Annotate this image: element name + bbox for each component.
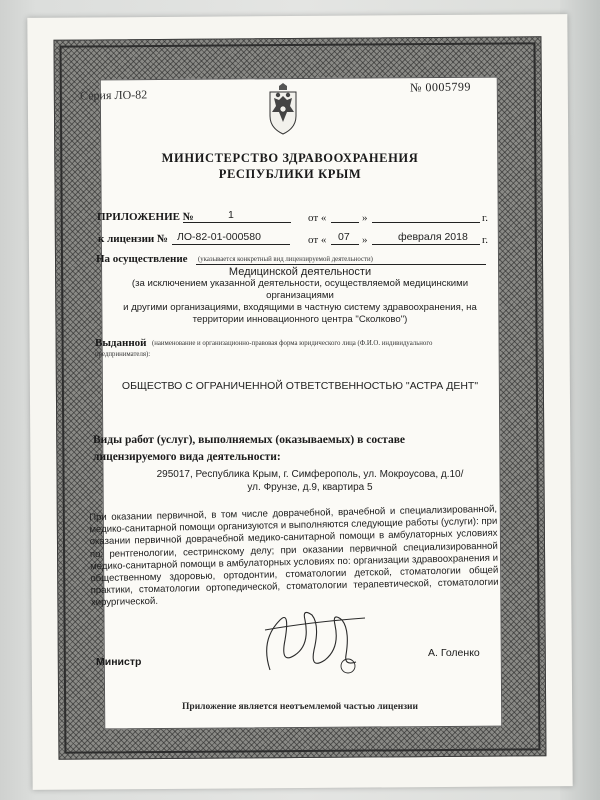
license-day: 07 [338, 231, 350, 243]
activity-name: Медицинской деятельности [228, 266, 372, 278]
appendix-year-suffix: г. [482, 212, 489, 224]
appendix-from-label: от « [308, 212, 327, 224]
license-day-line [331, 244, 359, 245]
appendix-day-line [331, 222, 359, 223]
series-label: Серия ЛО-82 [79, 87, 148, 103]
issued-hint-1: (наименование и организационно-правовая форма юридического лица (Ф.И.О. индивидуального [152, 340, 433, 347]
footer-note: Приложение является неотъемлемой частью лицензии [182, 702, 418, 712]
activity-note-3: территории инновационного центра "Сколково") [192, 314, 408, 325]
appendix-number: 1 [228, 209, 234, 221]
works-description: При оказании первичной, в том числе доврачебной, врачебной и специализированной, медико-санитарной помощи организуются и выполняются следующие работы (услуги): при оказании первичной доврачебной медико-санитарной помощи в амбулаторных условиях по: рентгенологии, сестринскому делу; при оказании первичной специализированной медико-санитарной помощи в амбулаторных условиях по: организации здравоохранения и общественному здоровью, ортодонтии, стоматологии детской, стоматологии общей практики, стоматологии ортопедической, стоматологии терапевтической, стоматологии хирургической. [89, 503, 499, 609]
activity-note-1: (за исключением указанной деятельности, осуществляемой медицинскими организациями [131, 278, 469, 301]
activity-hint: (указывается конкретный вид лицензируемой деятельности) [198, 256, 373, 263]
ministry-line-2: РЕСПУБЛИКИ КРЫМ [218, 167, 362, 181]
license-month-year: февраля 2018 [398, 231, 468, 243]
issued-label: Выданной [95, 337, 147, 349]
works-heading-1: Виды работ (услуг), выполняемых (оказываемых) в составе [93, 434, 406, 446]
activity-block [100, 266, 500, 326]
activity-label: На осуществление [96, 253, 188, 265]
activity-line [196, 264, 486, 265]
license-number: ЛО-82-01-000580 [177, 231, 261, 243]
ministry-line-1: МИНИСТЕРСТВО ЗДРАВООХРАНЕНИЯ [161, 151, 419, 165]
document-number: № 0005799 [409, 79, 472, 95]
ministry-title [120, 150, 460, 182]
license-from-label: от « [308, 234, 327, 246]
appendix-quote-close: » [362, 212, 368, 224]
appendix-month-line [372, 222, 480, 223]
issued-hint-2: предпринимателя): [95, 351, 151, 358]
coat-of-arms-emblem [262, 82, 304, 136]
license-month-line [372, 244, 480, 245]
works-heading-2: лицензируемого вида деятельности: [93, 451, 281, 463]
address-line-2: ул. Фрунзе, д.9, квартира 5 [247, 482, 373, 493]
minister-name: А. Голенко [428, 647, 480, 659]
license-label: к лицензии № [98, 233, 169, 245]
minister-label: Министр [96, 656, 142, 668]
activity-note-2: и другими организациями, входящими в частную систему здравоохранения, на [123, 302, 477, 313]
organization-name: ОБЩЕСТВО С ОГРАНИЧЕННОЙ ОТВЕТСТВЕННОСТЬЮ "АСТРА ДЕНТ" [121, 380, 479, 392]
license-year-suffix: г. [482, 234, 489, 246]
appendix-number-line [183, 222, 291, 223]
address-block [110, 468, 510, 494]
license-number-line [172, 244, 290, 245]
handwritten-signature [250, 600, 380, 680]
license-quote-close: » [362, 234, 368, 246]
appendix-label: ПРИЛОЖЕНИЕ № [97, 211, 194, 223]
address-line-1: 295017, Республика Крым, г. Симферополь, ул. Мокроусова, д.10/ [156, 469, 464, 480]
